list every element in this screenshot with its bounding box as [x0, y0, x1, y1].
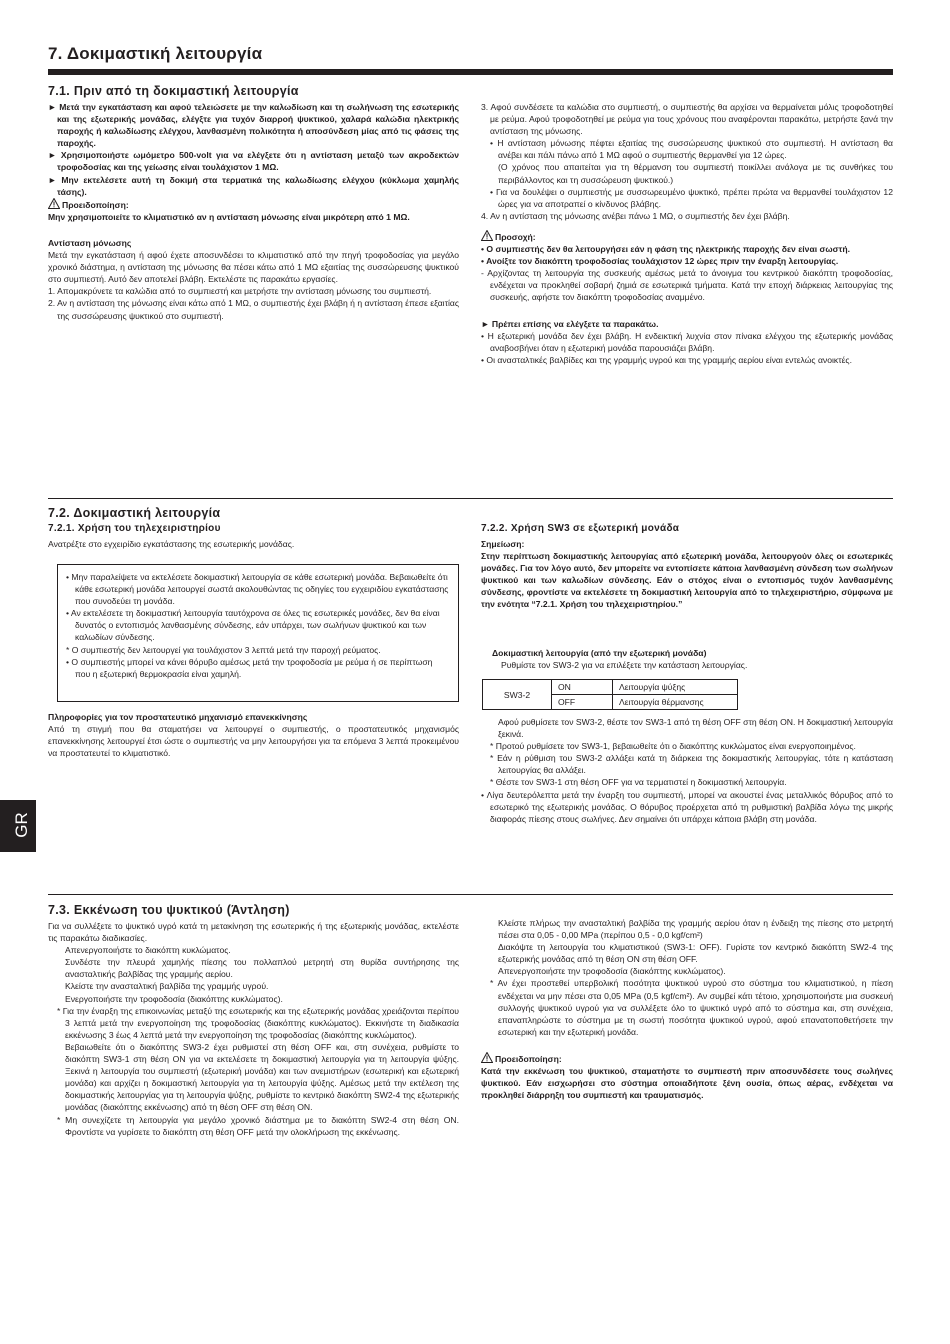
table-row: [483, 680, 738, 695]
pumpdown-warning-text: Κατά την εκκένωση του ψυκτικού, σταματήστε το συμπιεστή πριν αποσυνδέσετε τους σωλήνες ψυκτικού. Εάν εισχωρήσει στο σύστημα οποιαδήποτε ξένη ουσία, όπως αέρας, ενδέχεται να προκληθεί διάρρηξη του συμπιεστή και τραυματισμός.: [481, 1066, 893, 1101]
sw-note-3: * Θέστε τον SW3-1 στη θέση OFF για να τερματιστεί η δοκιμαστική λειτουργία.: [490, 777, 787, 788]
pumpdown-note-1: * Για την έναρξη της επικοινωνίας μεταξύ της εσωτερικής και της εξωτερικής μονάδας χρειάζονται περίπου 3 λεπτά μετά την ενεργοποίηση της τροφοδοσίας (διακόπτης κυκλώματος). Εκκινήστε τη διαδικασία εκκένωσης 3 έως 4 λεπτά μετά την ενεργοποίηση της τροφοδοσίας (διακόπτης κυκλώματος).: [57, 1005, 459, 1040]
caution-label: Προσοχή:: [495, 231, 536, 242]
sw-note-1: * Προτού ρυθμίσετε τον SW3-1, βεβαιωθείτε ότι ο διακόπτης κυκλώματος είναι ενεργοποιημένος.: [490, 741, 856, 752]
restart-text: Από τη στιγμή που θα σταματήσει να λειτουργεί ο συμπιεστής, ο προστατευτικός μηχανισμός επανεκκίνησης λειτουργεί έτσι ώστε ο συμπιεστής να μην λειτουργήσει για τα επόμενα 3 λεπτά προκειμένου να προστατευτεί το κλιματιστικό.: [48, 724, 459, 759]
also-check-title: ► Πρέπει επίσης να ελέγξετε τα παρακάτω.: [481, 318, 659, 329]
caution-bullet-2: • Ανοίξτε τον διακόπτη τροφοδοσίας τουλάχιστον 12 ώρες πριν την έναρξη λειτουργίας.: [481, 256, 839, 267]
step-1: 1. Απομακρύνετε τα καλώδια από το συμπιεστή και μετρήστε την αντίσταση μόνωσης του συμπιεστή.: [48, 286, 432, 297]
pumpdown-note-3: * Αν έχει προστεθεί υπερβολική ποσότητα ψυκτικού υγρού στο σύστημα του κλιματιστικού, η πίεση ενδέχεται να μην πέσει στα 0,05 MPa (0,5 kgf/cm²). Αν συμβεί κάτι τέτοιο, χρησιμοποιήστε μια συσκευή συλλογής ψυκτικού υγρού για να συλλέξετε όλο το ψυκτικό υγρό από το σύστημα και, στη συνέχεια, επαναπληρώστε το σύστημα με τη σωστή ποσότητα ψυκτικού υγρού, αφού επανατοποθετήσετε την εσωτερική και την εξωτερική μονάδα.: [490, 978, 893, 1037]
language-tab: [0, 800, 36, 852]
subsection-7-2-1-text: Ανατρέξτε στο εγχειρίδιο εγκατάστασης της εσωτερικής μονάδας.: [48, 539, 295, 549]
pumpdown-step-6: Κλείστε πλήρως την ανασταλτική βαλβίδα της γραμμής αερίου όταν η ένδειξη της πίεσης στο μετρητή πέσει στα 0,05 - 0,00 MPa (περίπου 0,5 - 0,0 kgf/cm²): [498, 918, 893, 941]
warning-icon: [48, 198, 60, 209]
subsection-7-2-2-heading: 7.2.2. Χρήση SW3 σε εξωτερική μονάδα: [481, 523, 680, 534]
outdoor-test-text: Ρυθμίστε τον SW3-2 για να επιλέξετε την κατάσταση λειτουργίας.: [501, 660, 748, 671]
pumpdown-step-5: Βεβαιωθείτε ότι ο διακόπτης SW3-2 έχει ρυθμιστεί στη θέση OFF και, στη συνέχεια, ρυθμίστε το διακόπτη SW3-1 στη θέση ON για να εκτελέσετε τη δοκιμαστική λειτουργία για τη λειτουργία ψύξης. Ξεκινά η λειτουργία του συμπιεστή (εξωτερική μονάδα) και των ανεμιστήρων (εσωτερική και εξωτερική μονάδα) και αρχίζει η δοκιμαστική λειτουργία για τη λειτουργία ψύξης. Αμέσως μετά την εκτέλεση της δοκιμαστικής λειτουργίας για τη λειτουργία ψύξης, ρυθμίστε το κεντρικό διακόπτη SW2-4 της εξωτερικής μονάδας (διακόπτης εκκένωσης) από τη θέση OFF στη θέση ON.: [65, 1041, 459, 1113]
step-3-bullet-a: • Η αντίσταση μόνωσης πέφτει εξαιτίας της συσσώρευσης ψυκτικού στο συμπιεστή. Η αντίσταση θα ανέβει και πάλι πάνω από 1 MΩ αφού ο συμπιεστής θερμανθεί για 12 ώρες.: [490, 138, 893, 161]
pumpdown-step-3: Κλείστε την ανασταλτική βαλβίδα της γραμμής υγρού.: [65, 981, 269, 992]
warning-label: Προειδοποίηση:: [62, 199, 129, 210]
caution-heading: [481, 230, 893, 243]
check-bullet-3: ► Μην εκτελέσετε αυτή τη δοκιμή στα τερματικά της καλωδίωσης ελέγχου (κύκλωμα χαμηλής τάσης).: [48, 174, 459, 197]
subsection-7-2-1-heading: 7.2.1. Χρήση του τηλεχειριστηρίου: [48, 523, 221, 534]
remote-note-2: • Αν εκτελέσετε τη δοκιμαστική λειτουργία ταυτόχρονα σε όλες τις εσωτερικές μονάδες, δεν θα είναι δυνατός ο εντοπισμός λανθασμένης σύνδεσης, εάν υπάρχει, των σωλήνων ψυκτικού και των καλωδίων σύνδεσης.: [66, 608, 440, 643]
switch-name-cell: SW3-2: [483, 680, 552, 710]
caution-icon: [481, 230, 493, 241]
insulation-text: Μετά την εγκατάσταση ή αφού έχετε αποσυνδέσει το κλιματιστικό από την πηγή τροφοδοσίας για μεγάλο χρονικό διάστημα, η αντίσταση της μόνωσης θα πέσει κάτω από 1 MΩ εξαιτίας της συσσώρευσης ψυκτικού στο συμπιεστή. Αυτό δεν αποτελεί βλάβη. Εκτελέστε τις παρακάτω εργασίες.: [48, 250, 459, 285]
section-7-1-heading: 7.1. Πριν από τη δοκιμαστική λειτουργία: [48, 84, 299, 98]
step-4: 4. Αν η αντίσταση της μόνωσης ανέβει πάνω 1 MΩ, ο συμπιεστής δεν έχει βλάβη.: [481, 210, 790, 221]
pumpdown-warning-heading: [481, 1052, 893, 1065]
remote-note-1: • Μην παραλείψετε να εκτελέσετε δοκιμαστική λειτουργία σε κάθε εσωτερική μονάδα. Βεβαιωθείτε ότι κάθε εσωτερική μονάδα λειτουργεί σωστά ακολουθώντας τις οδηγίες του εγχειριδίου εγκατάστασης που συνοδεύει τη μονάδα.: [66, 572, 449, 607]
section-divider-7-2: [48, 498, 893, 499]
note-label: Σημείωση:: [481, 539, 525, 549]
pumpdown-step-1: Απενεργοποιήστε το διακόπτη κυκλώματος.: [65, 945, 231, 956]
outdoor-test-steps: [481, 716, 893, 825]
after-setting-text: Αφού ρυθμίσετε τον SW3-2, θέστε τον SW3-1 από τη θέση OFF στη θέση ON. Η δοκιμαστική λειτουργία ξεκινά.: [498, 717, 893, 740]
step-2: 2. Αν η αντίσταση της μόνωσης είναι κάτω από 1 MΩ, ο συμπιεστής έχει βλάβη ή η αντίσταση έπεσε εξαιτίας της συσσώρευσης ψυκτικού στο συμπιεστή.: [48, 298, 459, 321]
outdoor-test-title: Δοκιμαστική λειτουργία (από την εξωτερική μονάδα): [492, 648, 707, 658]
warning-heading: [48, 198, 459, 211]
pumpdown-warning-label: Προειδοποίηση:: [495, 1053, 562, 1064]
section-7-3-left-column: [48, 920, 459, 1138]
check-bullet-1: ► Μετά την εγκατάσταση και αφού τελειώσετε με την καλωδίωση και τη σωλήνωση της εσωτερικής και της εξωτερικής μονάδας, ελέγξτε για τυχόν διαρροή ψυκτικού, χαλαρά καλώδια ηλεκτρικής παροχής ή καλωδίωσης ελέγχου, λανθασμένη πολικότητα ή αποσύνδεση μίας από τις φάσεις της παροχής.: [48, 102, 459, 149]
mode-cell: Λειτουργία θέρμανσης: [613, 695, 738, 710]
section-7-1-left-column: [48, 101, 459, 322]
restart-title: Πληροφορίες για τον προστατευτικό μηχανισμό επανεκκίνησης: [48, 712, 308, 722]
pumpdown-note-2: * Μη συνεχίζετε τη λειτουργία για μεγάλο χρονικό διάστημα με το διακόπτη SW2-4 στη θέση ON. Φροντίστε να γυρίσετε το διακόπτη στη θέση OFF μετά την ολοκλήρωση της εκκένωσης.: [57, 1114, 459, 1137]
pumpdown-step-2: Συνδέστε την πλευρά χαμηλής πίεσης του πολλαπλού μετρητή στη θυρίδα συντήρησης της ανασταλτικής βαλβίδας της γραμμής αερίου.: [65, 957, 459, 980]
pumpdown-step-8: Απενεργοποιήστε την τροφοδοσία (διακόπτης κυκλώματος).: [498, 966, 726, 977]
caution-bullet-1: • Ο συμπιεστής δεν θα λειτουργήσει εάν η φάση της ηλεκτρικής παροχής δεν είναι σωστή.: [481, 244, 850, 255]
mode-cell: Λειτουργία ψύξης: [613, 680, 738, 695]
section-7-3-heading: 7.3. Εκκένωση του ψυκτικού (Άντληση): [48, 903, 290, 917]
caution-bullet-3: - Αρχίζοντας τη λειτουργία της συσκευής αμέσως μετά το άνοιγμα του κεντρικού διακόπτη τροφοδοσίας, ενδέχεται να προκληθεί σοβαρή ζημιά σε εσωτερικά τμήματα. Κατά την εποχή διάρκειας λειτουργίας της συσκευής, αφήστε τον διακόπτη τροφοδοσίας αναμμένο.: [481, 268, 893, 303]
pumpdown-intro: Για να συλλέξετε το ψυκτικό υγρό κατά τη μετακίνηση της εσωτερικής ή της εξωτερικής μονάδας, εκτελέστε τις παρακάτω διαδικασίες.: [48, 921, 459, 944]
restart-protection-info: [48, 711, 459, 759]
step-3: 3. Αφού συνδέσετε τα καλώδια στο συμπιεστή, ο συμπιεστής θα αρχίσει να θερμαίνεται μόλις τροφοδοτηθεί με ρεύμα. Αφού τροφοδοτηθεί με ρεύμα για τους χρόνους που αναφέρονται παρακάτω, μετρήστε ξανά την αντίσταση της μόνωσης.: [481, 102, 893, 137]
sw3-2-settings-table: [482, 679, 738, 710]
section-7-3-right-column: [481, 917, 893, 1101]
warning-text: Μην χρησιμοποιείτε το κλιματιστικό αν η αντίσταση μόνωσης είναι μικρότερη από 1 MΩ.: [48, 211, 410, 222]
pumpdown-step-7: Διακόψτε τη λειτουργία του κλιματιστικού (SW3-1: OFF). Γυρίστε τον κεντρικό διακόπτη SW2-4 της εξωτερικής μονάδας από τη θέση ON στη θέση OFF.: [498, 942, 893, 965]
also-check-bullet-2: • Οι ανασταλτικές βαλβίδες και της γραμμής υγρού και της γραμμής αερίου είναι εντελώς ανοικτές.: [481, 354, 852, 365]
remote-test-notes-box: [57, 564, 459, 702]
remote-note-4: • Ο συμπιεστής μπορεί να κάνει θόρυβο αμέσως μετά την τροφοδοσία με ρεύμα ή σε περίπτωση που η εξωτερική θερμοκρασία είναι χαμηλή.: [66, 656, 433, 679]
page-title: 7. Δοκιμαστική λειτουργία: [48, 44, 263, 63]
noise-note: • Λίγα δευτερόλεπτα μετά την έναρξη του συμπιεστή, μπορεί να ακουστεί ένας μεταλλικός θόρυβος από το εσωτερικό της εξωτερικής μονάδας. Ο θόρυβος προέρχεται από τη ρυθμιστική βαλβίδα λόγω της μικρής διαφοράς πίεσης στους σωλήνες. Δεν σημαίνει ότι υπάρχει κάποια βλάβη στη μονάδα.: [481, 789, 893, 824]
pumpdown-step-4: Ενεργοποιήστε την τροφοδοσία (διακόπτης κυκλώματος).: [65, 993, 283, 1004]
sw-note-2: * Εάν η ρύθμιση του SW3-2 αλλάξει κατά τη διάρκεια της δοκιμαστικής λειτουργίας, τότε η κατάσταση λειτουργίας θα αλλάξει.: [490, 753, 893, 776]
note-text: Στην περίπτωση δοκιμαστικής λειτουργίας από εξωτερική μονάδα, λειτουργούν όλες οι εσωτερικές μονάδες. Για τον λόγο αυτό, δεν μπορείτε να εντοπίσετε κάποια λανθασμένη σύνδεση των σωλήνων ψυκτικού και των καλωδίων σύνδεσης. Εάν ο στόχος είναι ο εντοπισμός τυχόν λανθασμένης σύνδεσης, φροντίστε να εκτελέσετε τη δοκιμαστική λειτουργία από το τηλεχειριστήριο, σύμφωνα με την ενότητα “7.2.1. Χρήση του τηλεχειριστηρίου.”: [481, 551, 893, 610]
outdoor-test-heading-block: [492, 647, 893, 671]
section-divider-7-3: [48, 894, 893, 895]
remote-note-3: * Ο συμπιεστής δεν λειτουργεί για τουλάχιστον 3 λεπτά μετά την παροχή ρεύματος.: [66, 644, 381, 655]
subsection-7-2-2-note: [481, 538, 893, 611]
position-cell: ON: [552, 680, 613, 695]
title-rule: [48, 69, 893, 75]
check-bullet-2: ► Χρησιμοποιήστε ωμόμετρο 500-volt για να ελέγξετε ότι η αντίσταση μεταξύ των ακροδεκτών τροφοδοσίας και της γείωσης είναι τουλάχιστον 1 MΩ.: [48, 150, 459, 173]
section-7-2-heading: 7.2. Δοκιμαστική λειτουργία: [48, 506, 221, 520]
step-3-bullet-b: • Για να δουλέψει ο συμπιεστής με συσσωρευμένο ψυκτικό, πρέπει πρώτα να θερμανθεί τουλάχιστον 12 ώρες για να αποτραπεί ο κίνδυνος βλάβης.: [490, 186, 893, 209]
insulation-title: Αντίσταση μόνωσης: [48, 237, 132, 248]
warning-icon: [481, 1052, 493, 1063]
also-check-bullet-1: • Η εξωτερική μονάδα δεν έχει βλάβη. Η ενδεικτική λυχνία στον πίνακα ελέγχου της εξωτερικής μονάδας αναβοσβήνει όταν η εξωτερική μονάδα παρουσιάζει βλάβη.: [481, 330, 893, 353]
section-7-1-right-column: [481, 101, 893, 366]
language-tab-label: GR: [11, 812, 31, 838]
position-cell: OFF: [552, 695, 613, 710]
step-3-bullet-a-note: (Ο χρόνος που απαιτείται για τη θέρμανση του συμπιεστή ποικίλλει ανάλογα με τις συνθήκες του περιβάλλοντος και τη συσσώρευση ψυκτικού.): [498, 162, 893, 185]
